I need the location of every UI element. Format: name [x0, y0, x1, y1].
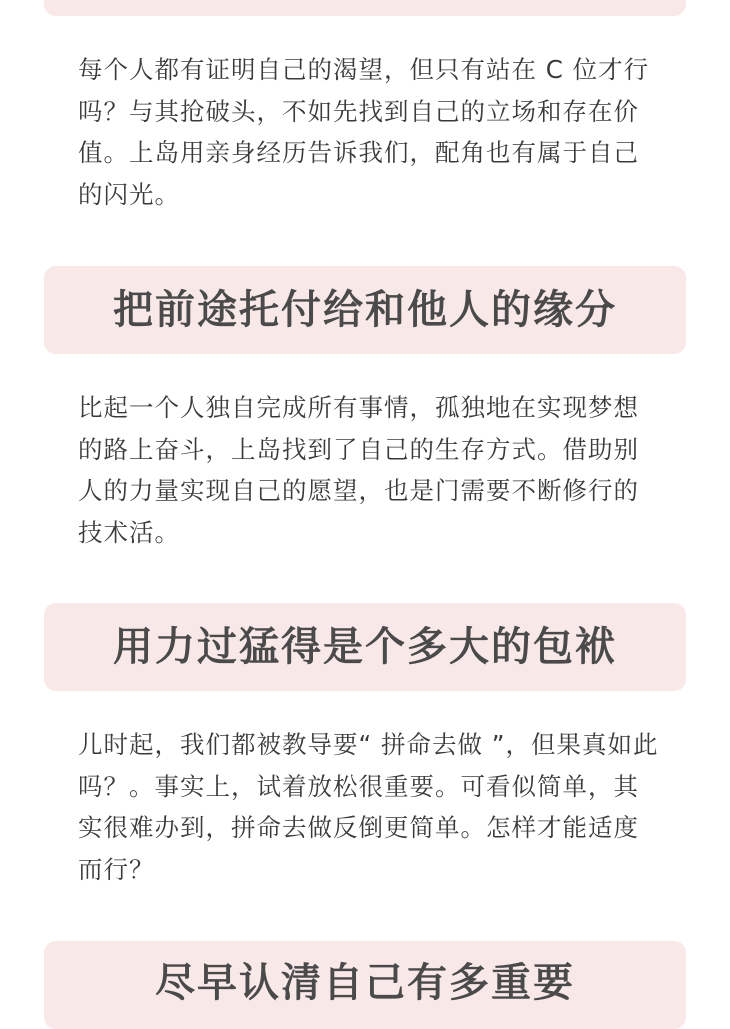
section-header-banner-2 [44, 603, 686, 691]
section-paragraph-1: 每个人都有证明自己的渴望，但只有站在 C 位才行吗？与其抢破头，不如先找到自己的立场和存在价值。上岛用亲身经历告诉我们，配角也有属于自己的闪光。 [78, 55, 650, 209]
section-paragraph-3: 儿时起，我们都被教导要“ 拼命去做 ”，但果真如此吗？。事实上，试着放松很重要。可看似简单，其实很难办到，拼命去做反倒更简单。怎样才能适度而行？ [78, 730, 659, 884]
section-heading-3: 尽早认清自己有多重要 [155, 960, 575, 1006]
section-heading-2: 用力过猛得是个多大的包袱 [113, 624, 617, 670]
section-header-banner-1 [44, 266, 686, 354]
section-heading-1: 把前途托付给和他人的缘分 [113, 287, 617, 333]
section-header-banner-top [44, 0, 686, 16]
section-paragraph-2: 比起一个人独自完成所有事情，孤独地在实现梦想的路上奋斗，上岛找到了自己的生存方式。借助别人的力量实现自己的愿望，也是门需要不断修行的技术活。 [78, 393, 639, 547]
section-header-banner-3 [44, 941, 686, 1029]
